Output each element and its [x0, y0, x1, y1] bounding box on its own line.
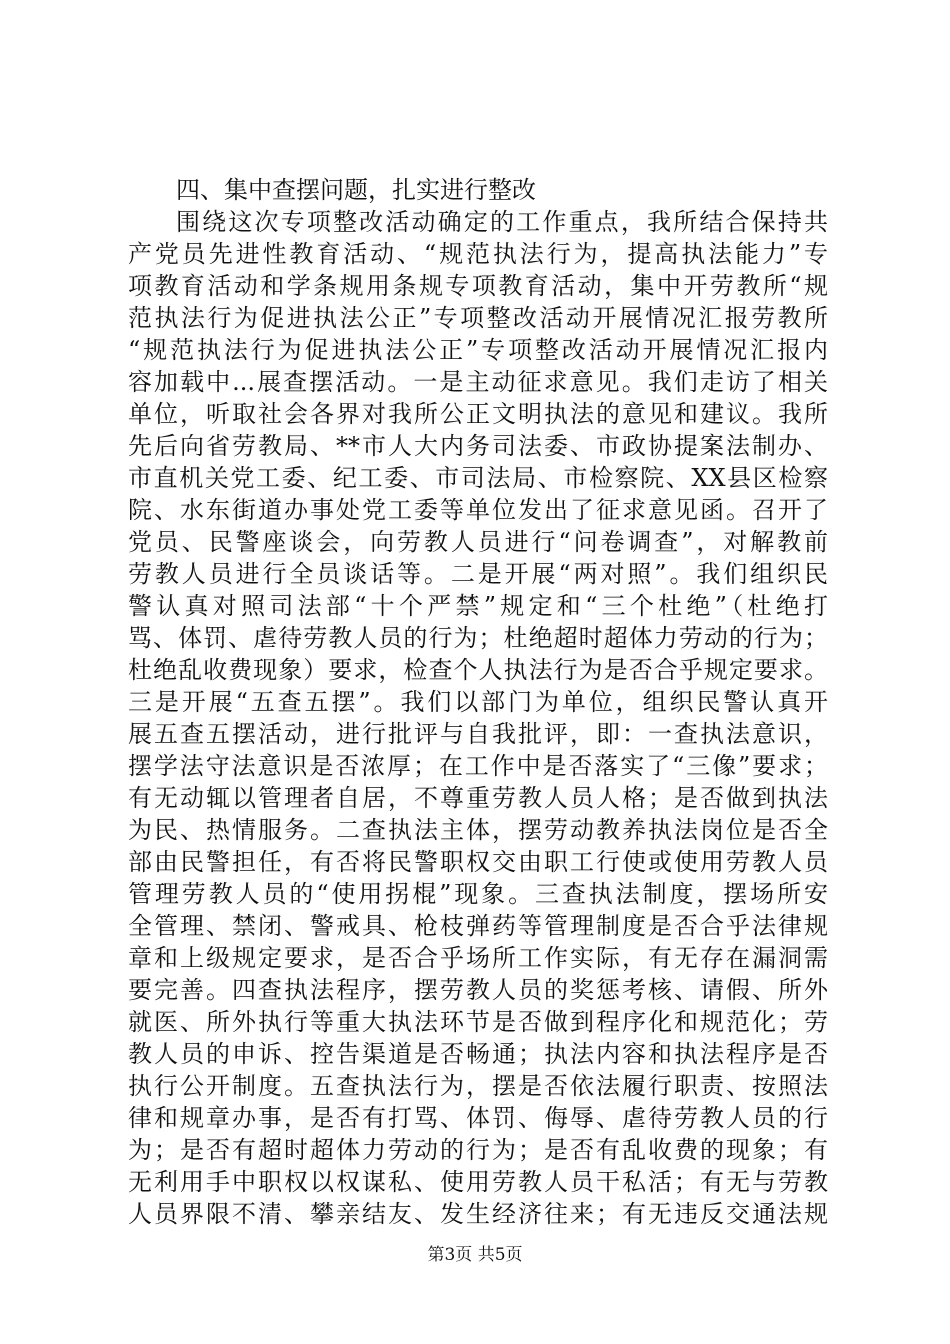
text-line: 无利用手中职权以权谋私、使用劳教人员干私活；有无与劳教 — [128, 1168, 828, 1196]
text-line: 有无动辄以管理者自居，不尊重劳教人员人格；是否做到执法 — [128, 784, 828, 812]
text-line: 就医、所外执行等重大执法环节是否做到程序化和规范化；劳 — [128, 1008, 828, 1036]
text-line: 摆学法守法意识是否浓厚；在工作中是否落实了“三像”要求； — [128, 752, 828, 780]
text-line: 围绕这次专项整改活动确定的工作重点，我所结合保持共 — [176, 208, 828, 236]
document-body — [128, 174, 828, 1230]
section-heading: 四、集中查摆问题，扎实进行整改 — [176, 176, 536, 204]
text-line: 骂、体罚、虐待劳教人员的行为；杜绝超时超体力劳动的行为； — [128, 624, 828, 652]
text-line: 教人员的申诉、控告渠道是否畅通；执法内容和执法程序是否 — [128, 1040, 828, 1068]
text-line: 警认真对照司法部“十个严禁”规定和“三个杜绝”（杜绝打 — [128, 592, 828, 620]
text-line: 管理劳教人员的“使用拐棍”现象。三查执法制度，摆场所安 — [128, 880, 828, 908]
text-line: 全管理、禁闭、警戒具、枪枝弹药等管理制度是否合乎法律规 — [128, 912, 828, 940]
text-line: 产党员先进性教育活动、“规范执法行为，提高执法能力”专 — [128, 240, 828, 268]
text-line: “规范执法行为促进执法公正”专项整改活动开展情况汇报内 — [128, 336, 828, 364]
body-paragraph — [128, 206, 828, 1230]
text-line: 章和上级规定要求，是否合乎场所工作实际，有无存在漏洞需 — [128, 944, 828, 972]
text-line: 律和规章办事，是否有打骂、体罚、侮辱、虐待劳教人员的行 — [128, 1104, 828, 1132]
text-line: 执行公开制度。五查执法行为，摆是否依法履行职责、按照法 — [128, 1072, 828, 1100]
text-line: 先后向省劳教局、**市人大内务司法委、市政协提案法制办、 — [128, 432, 828, 460]
text-line: 党员、民警座谈会，向劳教人员进行“问卷调查”，对解教前 — [128, 528, 828, 556]
text-line: 单位，听取社会各界对我所公正文明执法的意见和建议。我所 — [128, 400, 828, 428]
text-line: 为民、热情服务。二查执法主体，摆劳动教养执法岗位是否全 — [128, 816, 828, 844]
text-line: 市直机关党工委、纪工委、市司法局、市检察院、XX县区检察 — [128, 464, 828, 492]
text-line: 劳教人员进行全员谈话等。二是开展“两对照”。我们组织民 — [128, 560, 828, 588]
text-line: 展五查五摆活动，进行批评与自我批评，即：一查执法意识， — [128, 720, 828, 748]
page-footer: 第3页 共5页 — [427, 1245, 523, 1265]
text-line: 院、水东街道办事处党工委等单位发出了征求意见函。召开了 — [128, 496, 828, 524]
text-line: 杜绝乱收费现象）要求，检查个人执法行为是否合乎规定要求。 — [128, 656, 828, 684]
text-line: 三是开展“五查五摆”。我们以部门为单位，组织民警认真开 — [128, 688, 828, 716]
text-line: 人员界限不清、攀亲结友、发生经济往来；有无违反交通法规 — [128, 1200, 828, 1228]
text-line: 容加载中...展查摆活动。一是主动征求意见。我们走访了相关 — [128, 368, 828, 396]
text-line: 要完善。四查执法程序，摆劳教人员的奖惩考核、请假、所外 — [128, 976, 828, 1004]
text-line: 范执法行为促进执法公正”专项整改活动开展情况汇报劳教所 — [128, 304, 828, 332]
text-line: 项教育活动和学条规用条规专项教育活动，集中开劳教所“规 — [128, 272, 828, 300]
text-line: 部由民警担任，有否将民警职权交由职工行使或使用劳教人员 — [128, 848, 828, 876]
text-line: 为；是否有超时超体力劳动的行为；是否有乱收费的现象；有 — [128, 1136, 828, 1164]
